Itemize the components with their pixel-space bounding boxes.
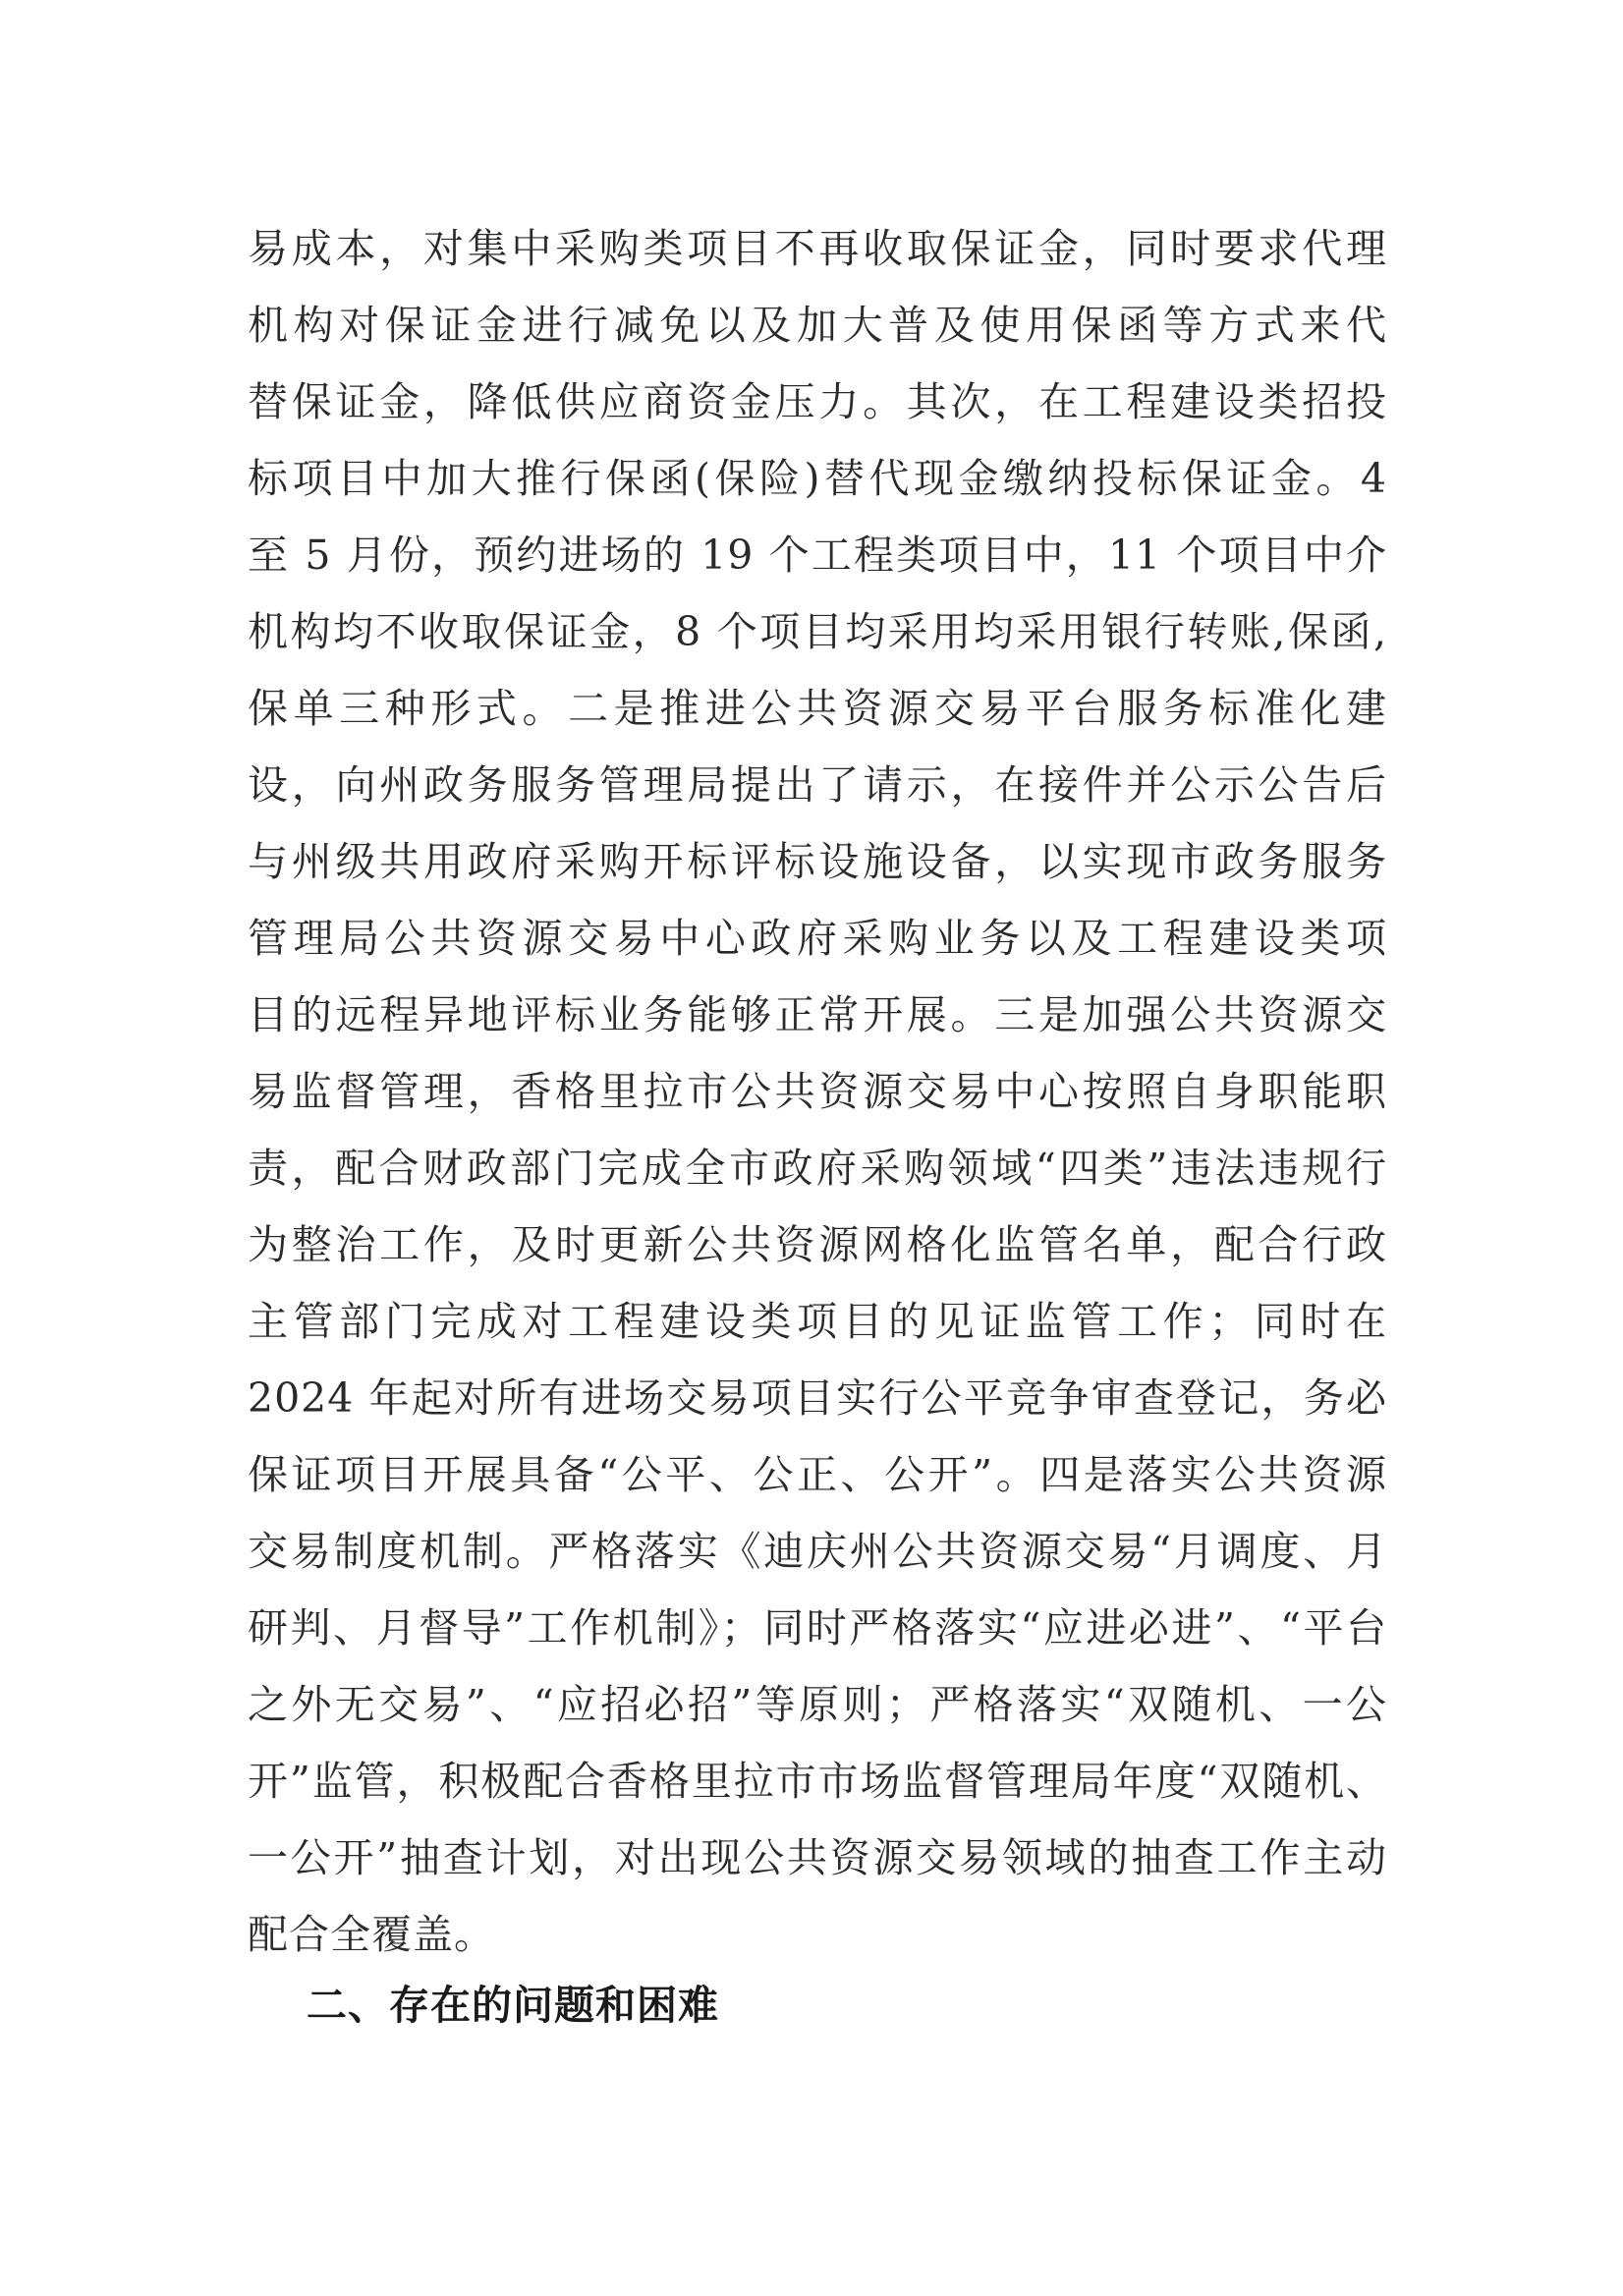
paragraph-line: 保单三种形式。二是推进公共资源交易平台服务标准化建 [248, 685, 1387, 732]
paragraph-line: 保证项目开展具备“公平、公正、公开”。四是落实公共资源 [248, 1451, 1387, 1498]
paragraph-line: 一公开”抽查计划，对出现公共资源交易领域的抽查工作主动 [248, 1834, 1387, 1881]
paragraph-line: 标项目中加大推行保函(保险)替代现金缴纳投标保证金。4 [248, 455, 1387, 502]
paragraph-line: 主管部门完成对工程建设类项目的见证监管工作；同时在 [248, 1298, 1387, 1345]
paragraph-line: 替保证金，降低供应商资金压力。其次，在工程建设类招投 [248, 378, 1387, 425]
paragraph-line: 2024 年起对所有进场交易项目实行公平竞争审查登记，务必 [248, 1374, 1387, 1422]
paragraph-line: 为整治工作，及时更新公共资源网格化监管名单，配合行政 [248, 1221, 1387, 1268]
section-heading: 二、存在的问题和困难 [307, 1982, 719, 2029]
paragraph-line: 易成本，对集中采购类项目不再收取保证金，同时要求代理 [248, 225, 1387, 272]
paragraph-line: 交易制度机制。严格落实《迪庆州公共资源交易“月调度、月 [248, 1528, 1387, 1575]
paragraph-line: 配合全覆盖。 [248, 1911, 495, 1958]
paragraph-line: 研判、月督导”工作机制》；同时严格落实“应进必进”、“平台 [248, 1604, 1387, 1652]
paragraph-line: 与州级共用政府采购开标评标设施设备，以实现市政务服务 [248, 838, 1387, 885]
paragraph-line: 开”监管，积极配合香格里拉市市场监督管理局年度“双随机、 [248, 1758, 1387, 1805]
paragraph-line: 机构对保证金进行减免以及加大普及使用保函等方式来代 [248, 302, 1387, 349]
paragraph-line: 之外无交易”、“应招必招”等原则；严格落实“双随机、一公 [248, 1681, 1387, 1728]
paragraph-line: 设，向州政务服务管理局提出了请示，在接件并公示公告后 [248, 761, 1387, 809]
paragraph-line: 至 5 月份，预约进场的 19 个工程类项目中，11 个项目中介 [248, 532, 1387, 579]
paragraph-line: 责，配合财政部门完成全市政府采购领域“四类”违法违规行 [248, 1145, 1387, 1192]
paragraph-line: 机构均不收取保证金，8 个项目均采用均采用银行转账,保函, [248, 608, 1387, 655]
paragraph-line: 易监督管理，香格里拉市公共资源交易中心按照自身职能职 [248, 1068, 1387, 1115]
paragraph-line: 目的远程异地评标业务能够正常开展。三是加强公共资源交 [248, 991, 1387, 1038]
body-paragraph [248, 210, 1387, 1973]
paragraph-line: 管理局公共资源交易中心政府采购业务以及工程建设类项 [248, 915, 1387, 962]
